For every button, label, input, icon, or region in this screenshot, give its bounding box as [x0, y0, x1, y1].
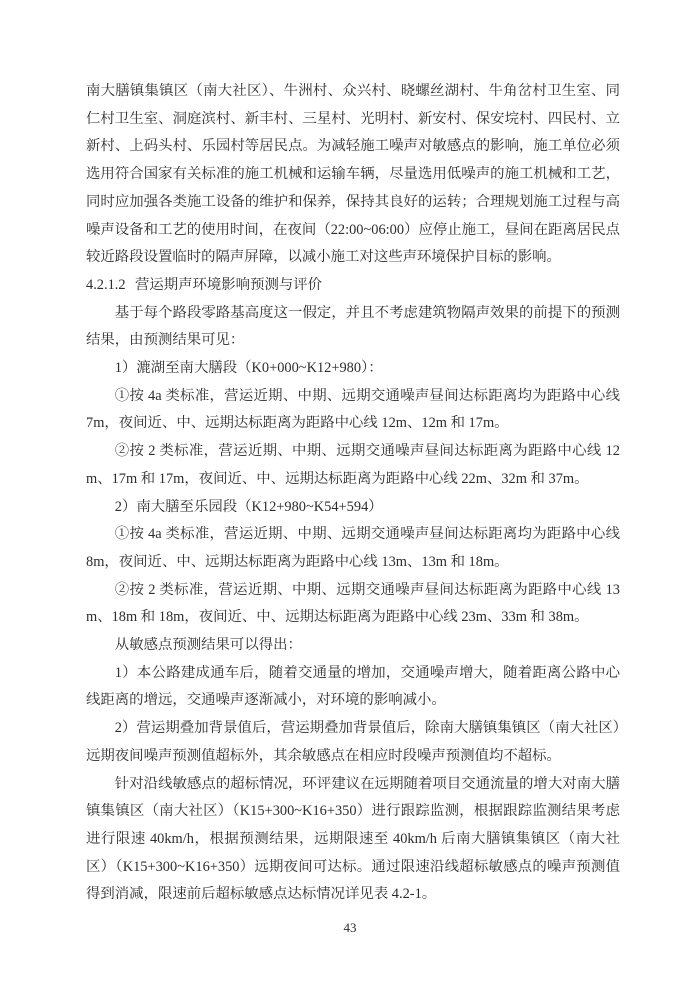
section-heading-title: 营运期声环境影响预测与评价	[134, 276, 323, 293]
paragraph-segment2-class4a: ①按 4a 类标准，营运近期、中期、远期交通噪声昼间达标距离均为距路中心线 8m，夜间近、中、远期达标距离为距路中心线 13m、13m 和 18m。	[86, 526, 620, 570]
section-heading-number: 4.2.1.2	[86, 276, 126, 293]
paragraph-conclusion-lead: 从敏感点预测结果可以得出：	[114, 637, 302, 654]
document-content	[86, 78, 620, 909]
paragraph-segment1-title: 1）漉湖至南大膳段（K0+000~K12+980）：	[114, 360, 383, 377]
paragraph-segment2-title: 2）南大膳至乐园段（K12+980~K54+594）	[114, 498, 383, 515]
paragraph-segment1-class4a: ①按 4a 类标准，营运近期、中期、远期交通噪声昼间达标距离均为距路中心线 7m，夜间近、中、远期达标距离为距路中心线 12m、12m 和 17m。	[86, 387, 620, 432]
paragraph-continuation: 南大膳镇集镇区（南大社区）、牛洲村、众兴村、晓螺丝湖村、牛角岔村卫生室、同仁村卫生室、洞庭滨村、新丰村、三星村、光明村、新安村、保安垸村、四民村、立新村、上码头村、乐园村等居民点。为减轻施工噪声对敏感点的影响，施工单位必须选用符合国家有关标准的施工机械和运输车辆，尽量选用低噪声的施工机械和工艺，同时应加强各类施工设备的维护和保养，保持其良好的运转；合理规划施工过程与高噪声设备和工艺的使用时间，在夜间（22:00~06:00）应停止施工，昼间在距离居民点较近路段设置临时的隔声屏障，以减小施工对这些声环境保护目标的影响。	[86, 83, 620, 266]
paragraph-mitigation: 针对沿线敏感点的超标情况，环评建议在远期随着项目交通流量的增大对南大膳镇集镇区（南大社区）（K15+300~K16+350）进行跟踪监测，根据跟踪监测结果考虑进行限速 40km/h，根据预测结果，远期限速至 40km/h 后南大膳镇集镇区（南大社区）（K15+300~K16+350）远期夜间可达标。通过限速沿线超标敏感点的噪声预测值得到消减，限速前后超标敏感点达标情况详见表 4.2-1。	[86, 775, 620, 903]
section-heading	[86, 272, 620, 300]
paragraph-conclusion-1: 1）本公路建成通车后，随着交通量的增加，交通噪声增大，随着距离公路中心线距离的增远，交通噪声逐渐减小，对环境的影响减小。	[86, 664, 620, 709]
paragraph-segment2-class2: ②按 2 类标准，营运近期、中期、远期交通噪声昼间达标距离为距路中心线 13m、18m 和 18m，夜间近、中、远期达标距离为距路中心线 23m、33m 和 38m。	[86, 581, 620, 626]
paragraph-segment1-class2: ②按 2 类标准，营运近期、中期、远期交通噪声昼间达标距离为距路中心线 12m、17m 和 17m，夜间近、中、远期达标距离为距路中心线 22m、32m 和 37m。	[86, 443, 620, 487]
page-footer	[0, 920, 700, 936]
paragraph-conclusion-2: 2）营运期叠加背景值后，营运期叠加背景值后，除南大膳镇集镇区（南大社区）远期夜间噪声预测值超标外，其余敏感点在相应时段噪声预测值均不超标。	[86, 720, 620, 764]
paragraph-prediction-basis: 基于每个路段零路基高度这一假定，并且不考虑建筑物隔声效果的前提下的预测结果，由预测结果可见：	[86, 304, 620, 349]
page-number: 43	[343, 920, 357, 935]
